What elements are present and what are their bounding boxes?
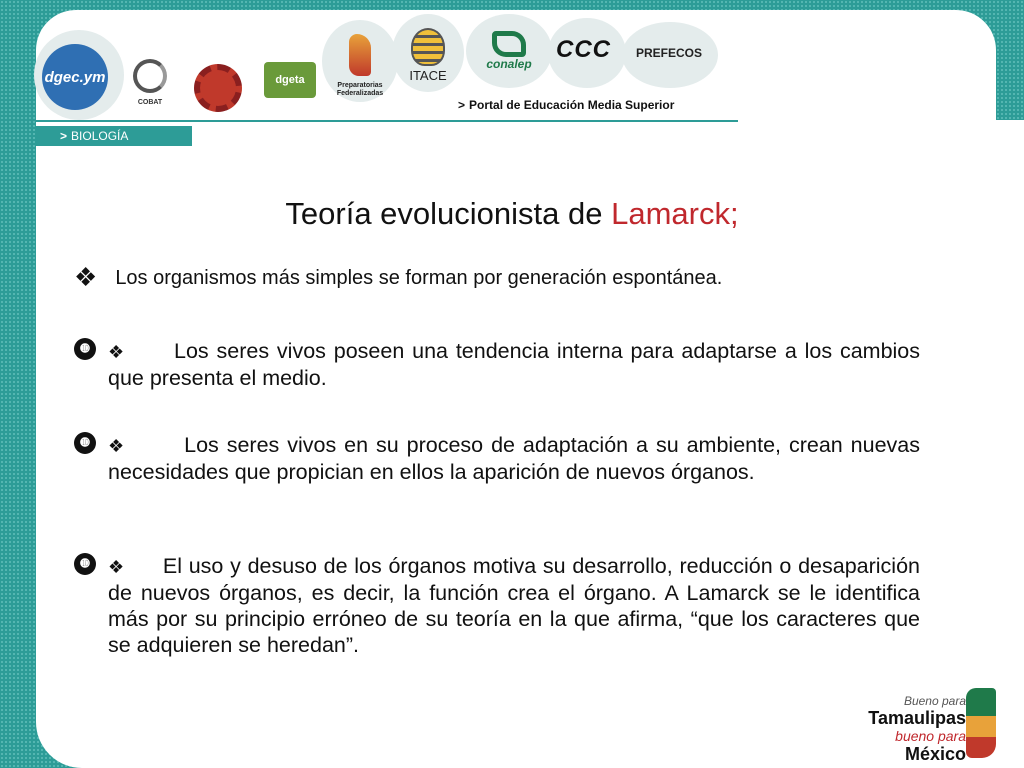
cobat-logo-text: COBAT <box>137 99 163 106</box>
tamaulipas-logo <box>846 694 966 764</box>
tamaulipas-logo-line2: Tamaulipas <box>868 708 966 728</box>
slide-title <box>0 196 1024 232</box>
tamaulipas-figure-icon <box>966 688 996 758</box>
federalizadas-text: Federalizadas <box>336 90 384 97</box>
list-item <box>74 432 920 485</box>
dgetym-logo[interactable] <box>42 44 108 110</box>
cobat-logo[interactable] <box>128 52 172 106</box>
number-ten-icon: ➓ <box>74 338 96 360</box>
chevron-right-icon: > <box>458 98 466 112</box>
tamaulipas-logo-line4: México <box>904 744 966 764</box>
gear-logo-icon[interactable] <box>194 64 242 112</box>
header-divider <box>36 120 738 122</box>
diamond-bullet-icon: ❖ <box>108 436 127 456</box>
preparatorias-text: Preparatorias <box>337 82 383 89</box>
number-ten-icon: ➓ <box>74 432 96 454</box>
preparatorias-logo[interactable] <box>330 28 390 98</box>
section-link-biologia[interactable] <box>60 129 128 143</box>
ccc-logo-text: CCC <box>556 36 611 63</box>
slide-title-main: Teoría evolucionista de <box>285 196 612 231</box>
number-ten-icon: ➓ <box>74 553 96 575</box>
tamaulipas-logo-line3: bueno para <box>895 728 966 744</box>
diamond-bullet-icon: ❖ <box>108 342 127 362</box>
prefecos-logo[interactable]: PREFECOS <box>636 46 703 60</box>
bee-icon <box>411 28 445 66</box>
portal-link-label: Portal de Educación Media Superior <box>469 98 675 112</box>
cobat-spiral-icon <box>133 59 167 93</box>
conalep-mark-icon <box>492 31 526 57</box>
preparatorias-figure-icon <box>349 34 371 76</box>
list-item <box>74 338 920 391</box>
ccc-logo[interactable] <box>556 36 611 64</box>
dgeta-logo[interactable] <box>264 62 316 98</box>
lead-bullet <box>74 262 934 293</box>
section-link-label: BIOLOGÍA <box>71 129 129 143</box>
dgetym-logo-text: dgec.ym <box>44 68 106 86</box>
dgeta-logo-text: dgeta <box>275 74 305 86</box>
list-item <box>74 553 920 658</box>
tamaulipas-logo-line1: Bueno para <box>903 694 966 708</box>
list-item-text: El uso y desuso de los órganos motiva su desarrollo, reducción o desaparición de nuevos órganos, es decir, la función crea el órgano. A Lamarck se le identifica más por su principio erróneo de su teoría en la que afirma, “que los caracteres que se adquieren se heredan”. <box>108 554 920 657</box>
portal-link[interactable] <box>458 98 674 112</box>
chevron-right-icon: > <box>60 129 68 143</box>
conalep-logo-text: conalep <box>486 57 532 71</box>
diamond-bullet-icon: ❖ <box>74 262 98 292</box>
slide-title-accent: Lamarck; <box>611 196 739 231</box>
diamond-bullet-icon: ❖ <box>108 557 125 577</box>
itace-logo-text: ITACE <box>409 67 447 83</box>
list-item-text: Los seres vivos en su proceso de adaptación a su ambiente, crean nuevas necesidades que propician en ellos la aparición de nuevos órganos. <box>108 433 921 484</box>
conalep-logo[interactable] <box>470 22 548 80</box>
itace-logo[interactable] <box>398 20 458 90</box>
list-item-text: Los seres vivos poseen una tendencia interna para adaptarse a los cambios que presenta el medio. <box>108 339 921 390</box>
lead-text: Los organismos más simples se forman por generación espontánea. <box>115 267 723 289</box>
